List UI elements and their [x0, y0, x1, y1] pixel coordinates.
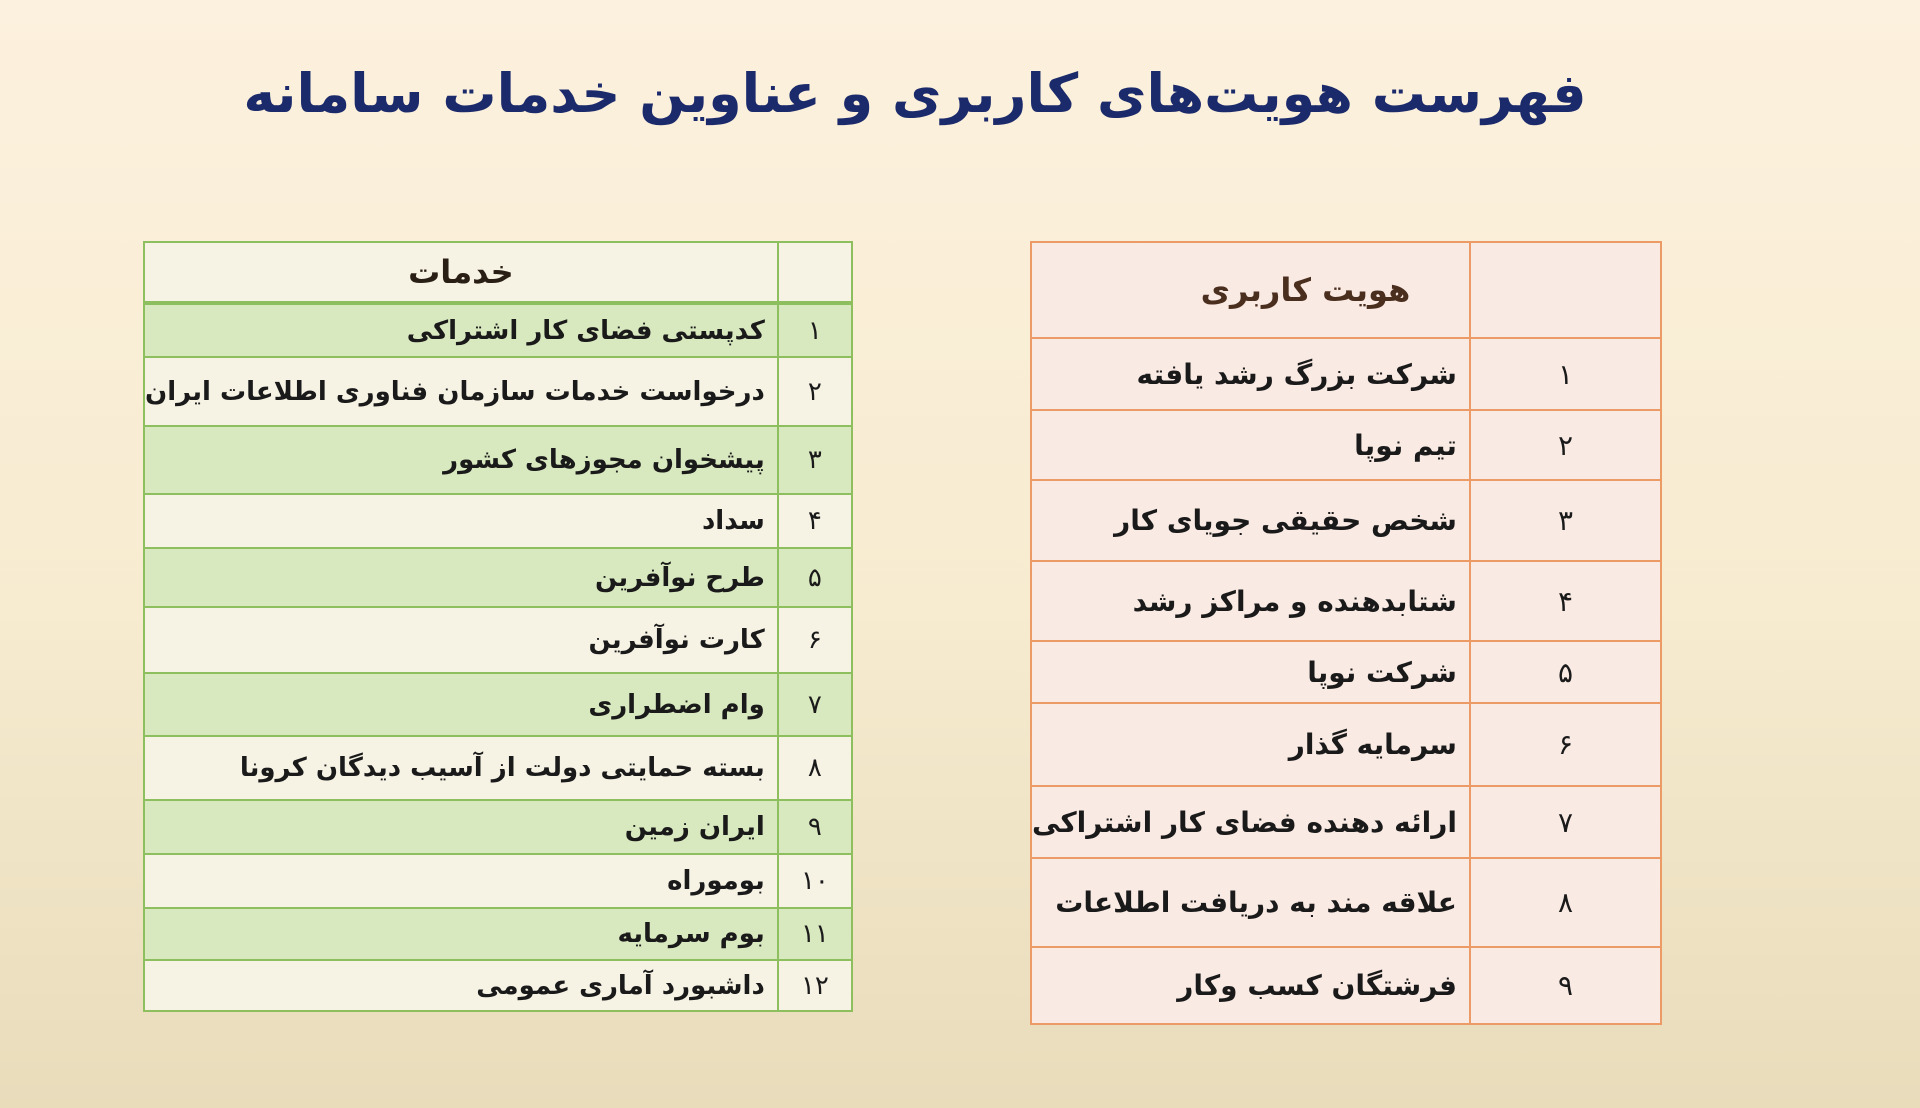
table-row [144, 494, 852, 548]
table-row [1031, 703, 1661, 786]
identity-name: فرشتگان کسب وکار [1031, 947, 1470, 1024]
row-number: ۸ [1470, 858, 1661, 947]
services-header-row [144, 242, 852, 303]
row-number: ۲ [1470, 410, 1661, 480]
service-name: بوم سرمایه [144, 908, 778, 960]
service-name: بوموراه [144, 854, 778, 908]
table-row [144, 908, 852, 960]
identity-name: شرکت بزرگ رشد یافته [1031, 338, 1470, 410]
row-number: ۹ [1470, 947, 1661, 1024]
table-row [1031, 786, 1661, 858]
identity-name: علاقه مند به دریافت اطلاعات [1031, 858, 1470, 947]
service-name: کدپستی فضای کار اشتراکی [144, 303, 778, 357]
row-number: ۲ [778, 357, 852, 426]
table-row [1031, 641, 1661, 703]
row-number: ۸ [778, 736, 852, 800]
identity-header-row [1031, 242, 1661, 338]
row-number: ۶ [1470, 703, 1661, 786]
identity-header-title: هویت کاربری [1031, 242, 1470, 338]
service-name: سداد [144, 494, 778, 548]
table-row [144, 548, 852, 607]
table-row [144, 607, 852, 673]
row-number: ۱ [778, 303, 852, 357]
identity-name: شرکت نوپا [1031, 641, 1470, 703]
table-row [1031, 858, 1661, 947]
table-row [144, 800, 852, 854]
service-name: درخواست خدمات سازمان فناوری اطلاعات ایران [144, 357, 778, 426]
row-number: ۵ [1470, 641, 1661, 703]
table-row [144, 673, 852, 736]
service-name: ایران زمین [144, 800, 778, 854]
table-row [144, 303, 852, 357]
table-row [1031, 947, 1661, 1024]
row-number: ۳ [1470, 480, 1661, 561]
service-name: کارت نوآفرین [144, 607, 778, 673]
row-number: ۷ [778, 673, 852, 736]
service-name: بسته حمایتی دولت از آسیب دیدگان کرونا [144, 736, 778, 800]
identity-name: شخص حقیقی جویای کار [1031, 480, 1470, 561]
table-row [144, 854, 852, 908]
page-title: فهرست هویت‌های کاربری و عناوین خدمات سامانه [243, 62, 1587, 125]
table-row [1031, 480, 1661, 561]
services-header-title: خدمات [144, 242, 778, 303]
table-row [144, 357, 852, 426]
identity-name: تیم نوپا [1031, 410, 1470, 480]
services-header-number [778, 242, 852, 303]
identity-name: شتابدهنده و مراکز رشد [1031, 561, 1470, 641]
table-row [144, 960, 852, 1011]
table-row [144, 736, 852, 800]
row-number: ۵ [778, 548, 852, 607]
row-number: ۱۱ [778, 908, 852, 960]
row-number: ۴ [778, 494, 852, 548]
service-name: داشبورد آماری عمومی [144, 960, 778, 1011]
service-name: وام اضطراری [144, 673, 778, 736]
identity-header-number [1470, 242, 1661, 338]
service-name: پیشخوان مجوزهای کشور [144, 426, 778, 494]
row-number: ۷ [1470, 786, 1661, 858]
table-row [1031, 410, 1661, 480]
row-number: ۹ [778, 800, 852, 854]
row-number: ۳ [778, 426, 852, 494]
row-number: ۶ [778, 607, 852, 673]
table-row [1031, 338, 1661, 410]
row-number: ۴ [1470, 561, 1661, 641]
identity-name: ارائه دهنده فضای کار اشتراکی [1031, 786, 1470, 858]
services-table [143, 241, 853, 1012]
table-row [144, 426, 852, 494]
table-row [1031, 561, 1661, 641]
user-identity-table [1030, 241, 1662, 1025]
row-number: ۱۲ [778, 960, 852, 1011]
service-name: طرح نوآفرین [144, 548, 778, 607]
row-number: ۱ [1470, 338, 1661, 410]
row-number: ۱۰ [778, 854, 852, 908]
identity-name: سرمایه گذار [1031, 703, 1470, 786]
